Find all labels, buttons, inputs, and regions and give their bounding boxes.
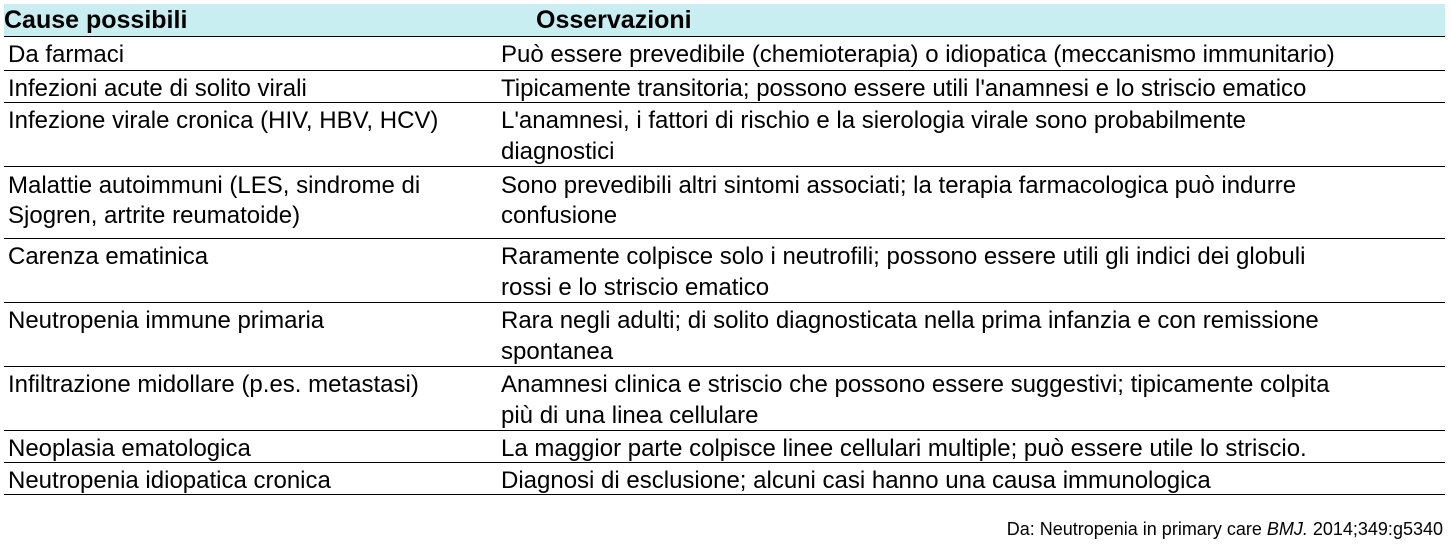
observation-cell: Può essere prevedibile (chemioterapia) o idiopatica (meccanismo immunitario) <box>501 41 1335 68</box>
observation-cell: Rara negli adulti; di solito diagnosticata nella prima infanzia e con remissione spontanea <box>501 307 1319 365</box>
header-cause: Cause possibili <box>4 6 188 34</box>
table-row <box>4 167 1445 239</box>
observation-cell: La maggior parte colpisce linee cellulari multiple; può essere utile lo striscio. <box>501 435 1307 462</box>
table-row <box>4 367 1445 431</box>
observation-cell: Raramente colpisce solo i neutrofili; possono essere utili gli indici dei globuli rossi e lo striscio ematico <box>501 243 1306 301</box>
table-row <box>4 37 1445 71</box>
table-row <box>4 303 1445 367</box>
cause-cell: Neutropenia immune primaria <box>8 307 325 334</box>
table-row <box>4 239 1445 303</box>
cause-cell: Neoplasia ematologica <box>8 435 251 462</box>
cause-cell: Neutropenia idiopatica cronica <box>8 467 331 494</box>
source-suffix: 2014;349:g5340 <box>1307 519 1443 539</box>
table-row <box>4 103 1445 167</box>
cause-cell: Infezioni acute di solito virali <box>8 75 307 102</box>
observation-cell: Tipicamente transitoria; possono essere utili l'anamnesi e lo striscio ematico <box>501 75 1307 102</box>
table-row <box>4 463 1445 495</box>
table-row <box>4 71 1445 103</box>
source-citation <box>1007 518 1443 540</box>
cause-cell: Infezione virale cronica (HIV, HBV, HCV) <box>8 107 439 134</box>
cause-cell: Malattie autoimmuni (LES, sindrome di Sjogren, artrite reumatoide) <box>8 172 421 229</box>
observation-cell: Anamnesi clinica e striscio che possono essere suggestivi; tipicamente colpita più di una linea cellulare <box>501 371 1330 429</box>
causes-table <box>4 4 1445 495</box>
cause-cell: Infiltrazione midollare (p.es. metastasi) <box>8 371 419 398</box>
table-row <box>4 431 1445 463</box>
observation-cell: L'anamnesi, i fattori di rischio e la sierologia virale sono probabilmente diagnostici <box>501 107 1246 165</box>
observation-cell: Sono prevedibili altri sintomi associati; la terapia farmacologica può indurre confusione <box>501 172 1297 229</box>
source-journal: BMJ. <box>1266 519 1308 539</box>
header-observation: Osservazioni <box>536 6 692 34</box>
observation-cell: Diagnosi di esclusione; alcuni casi hanno una causa immunologica <box>501 467 1211 494</box>
cause-cell: Carenza ematinica <box>8 243 209 270</box>
source-prefix: Da: Neutropenia in primary care <box>1006 519 1267 539</box>
table-header <box>4 4 1445 37</box>
cause-cell: Da farmaci <box>8 41 125 68</box>
